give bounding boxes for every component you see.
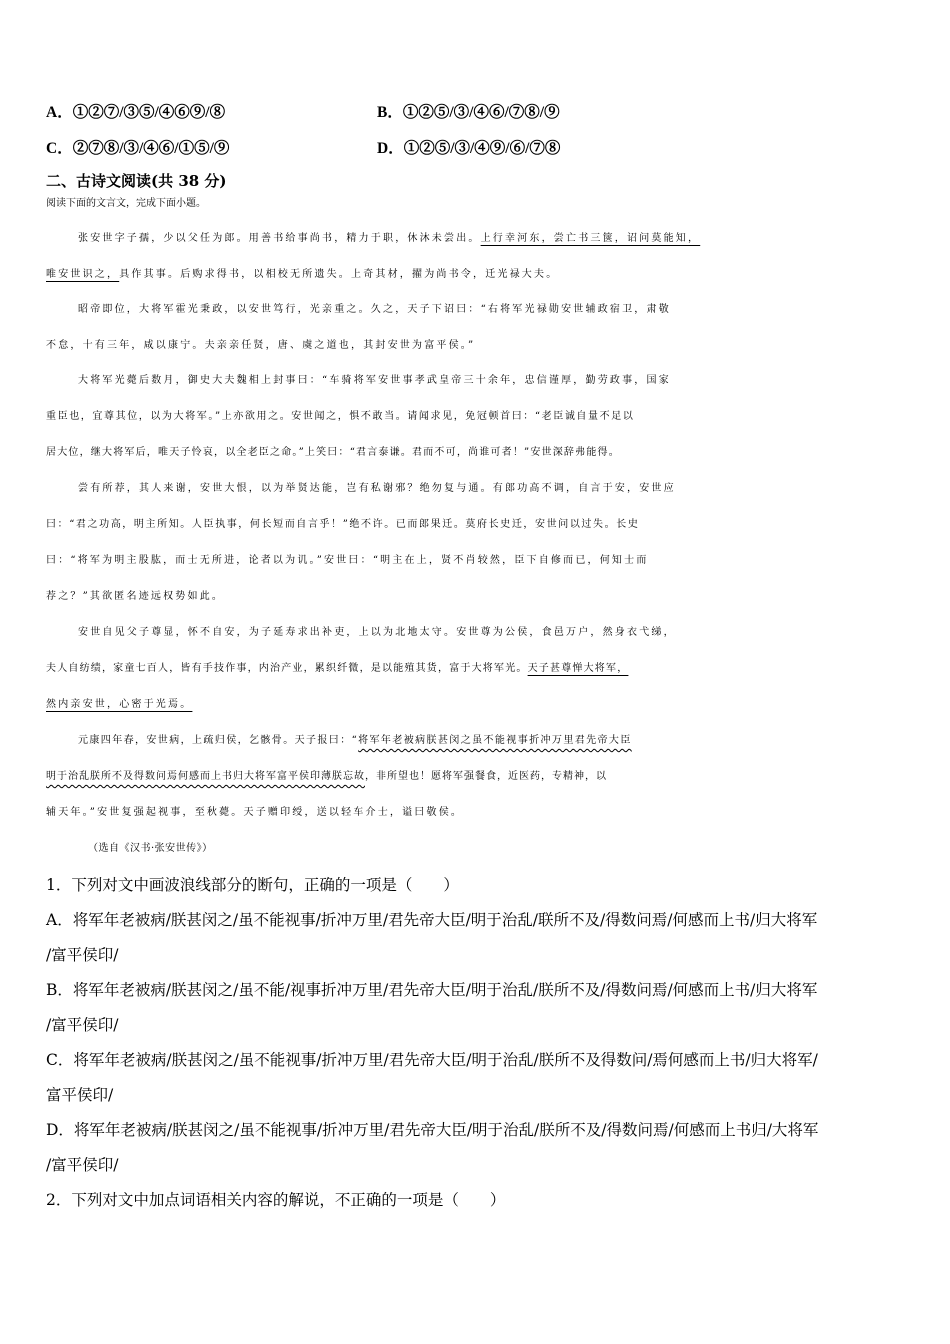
option-row-ab [46,100,560,122]
question-option-continued: /富平侯印/ [46,946,119,964]
option-a: A．①②⑦/③⑤/④⑥⑨/⑧ [46,104,226,121]
passage-line: 尝有所荐，其人来谢，安世大恨，以为举贤达能，岂有私谢邪？绝勿复与通。有郎功高不调，自言于安，安世应 [78,483,676,494]
underlined-sentence: 唯安世识之， [46,269,120,280]
wavy-underlined-text: 明于治乱朕所不及得数问焉何感而上书归大将军富平侯印薄朕忘故 [46,771,365,782]
question-option-continued: 富平侯印/ [46,1086,114,1104]
option-b: B．①②⑤/③/④⑥/⑦⑧/⑨ [377,104,560,121]
underlined-sentence: 上行幸河东，尝亡书三箧，诏问莫能知， [480,233,701,244]
option-c: C．②⑦⑧/③/④⑥/①⑤/⑨ [46,140,230,157]
passage-line [46,695,918,710]
passage-text: 夫人自纺绩，家童七百人，皆有手技作事，内治产业，累织纤微，是以能殖其货，富于大将军光。 [46,663,528,674]
passage-line: 不怠，十有三年，咸以康宁。夫亲亲任贤，唐、虞之道也，其封安世为富平侯。” [46,340,476,351]
underlined-sentence: 天子甚尊惮大将军， [527,663,629,674]
question-option: D．将军年老被病/朕甚闵之/虽不能视事/折冲万里/君先帝大臣/明于治乱/朕所不及/得数问焉/何感而上书归/大将军 [46,1121,819,1139]
passage-line [46,659,918,674]
question-option: A．将军年老被病/朕甚闵之/虽不能视事/折冲万里/君先帝大臣/明于治乱/联所不及/得数问焉/何感而上书/归大将军 [46,911,818,929]
passage-line: 大将军光薨后数月，御史大夫魏相上封事曰：“车骑将军安世事孝武皇帝三十余年，忠信谨厚，勤劳政事，国家 [78,375,671,386]
passage-line [46,731,918,746]
passage-text: 张安世字子孺，少以父任为郎。用善书给事尚书，精力于职，休沐未尝出。 [78,233,481,244]
option-row-cd [46,136,561,158]
passage-text: 元康四年春，安世病，上疏归侯，乞骸骨。天子报曰：“ [78,735,359,746]
passage-line [46,265,918,280]
option-d: D．①②⑤/③/④⑨/⑥/⑦⑧ [377,140,561,157]
passage-line: 居大位，继大将军后，唯天子怜哀，以全老臣之命。”上笑曰：“君言泰谦。君而不可，尚谁可者！”安世深辞弗能得。 [46,447,620,458]
passage-text: ，非所望也！愿将军强餐食，近医药，专精神，以 [365,771,607,782]
passage-line: 辅天年。”安世复强起视事，至秋薨。天子赠印绶，送以轻车介士，谥曰敬侯。 [46,807,464,818]
question-stem: 2．下列对文中加点词语相关内容的解说，不正确的一项是（ ） [46,1191,506,1209]
passage-line: 曰：“君之功高，明主所知。人臣执事，何长短而自言乎！”绝不许。已而郎果迁。莫府长史迁，安世问以过失。长史 [46,519,640,530]
passage-line [46,229,918,244]
section-instruction: 阅读下面的文言文，完成下面小题。 [46,198,206,209]
question-stem: 1．下列对文中画波浪线部分的断句，正确的一项是（ ） [46,876,459,894]
passage-source: （选自《汉书·张安世传》） [88,843,213,854]
passage-line: 曰：“将军为明主股肱，而士无所进，论者以为讥。”安世曰：“明主在上，贤不肖较然，臣下自修而已，何知士而 [46,555,649,566]
wavy-underlined-text: 将军年老被病朕甚闵之虽不能视事折冲万里君先帝大臣 [358,735,632,746]
question-option: C．将军年老被病/朕甚闵之/虽不能视事/折冲万里/君先帝大臣/明于治乱/朕所不及得数问/焉何感而上书/归大将军/ [46,1051,818,1069]
passage-line: 重臣也，宜尊其位，以为大将军。”上亦欲用之。安世闻之，惧不敢当。请闻求见，免冠顿首曰：“老臣诚自量不足以 [46,411,635,422]
question-option-continued: /富平侯印/ [46,1156,119,1174]
passage-line [46,767,918,782]
passage-line: 荐之？”其欲匿名迹远权势如此。 [46,591,225,602]
question-option-continued: /富平侯印/ [46,1016,119,1034]
passage-line: 昭帝即位，大将军霍光秉政，以安世笃行，光亲重之。久之，天子下诏曰：“右将军光禄勋安世辅政宿卫，肃敬 [78,304,671,315]
passage-text: 具作其事。后购求得书，以相校无所遗失。上奇其材，擢为尚书令，迁光禄大夫。 [119,269,559,280]
underlined-sentence: 然内亲安世，心密于光焉。 [46,699,193,710]
passage-line: 安世自见父子尊显，怀不自安，为子延寿求出补吏，上以为北地太守。安世尊为公侯，食邑万户，然身衣弋绨， [78,627,676,638]
section-title: 二、古诗文阅读(共 38 分) [46,172,227,190]
question-option: B．将军年老被病/朕甚闵之/虽不能/视事折冲万里/君先帝大臣/明于治乱/朕所不及/得数问焉/何感而上书/归大将军 [46,981,818,999]
